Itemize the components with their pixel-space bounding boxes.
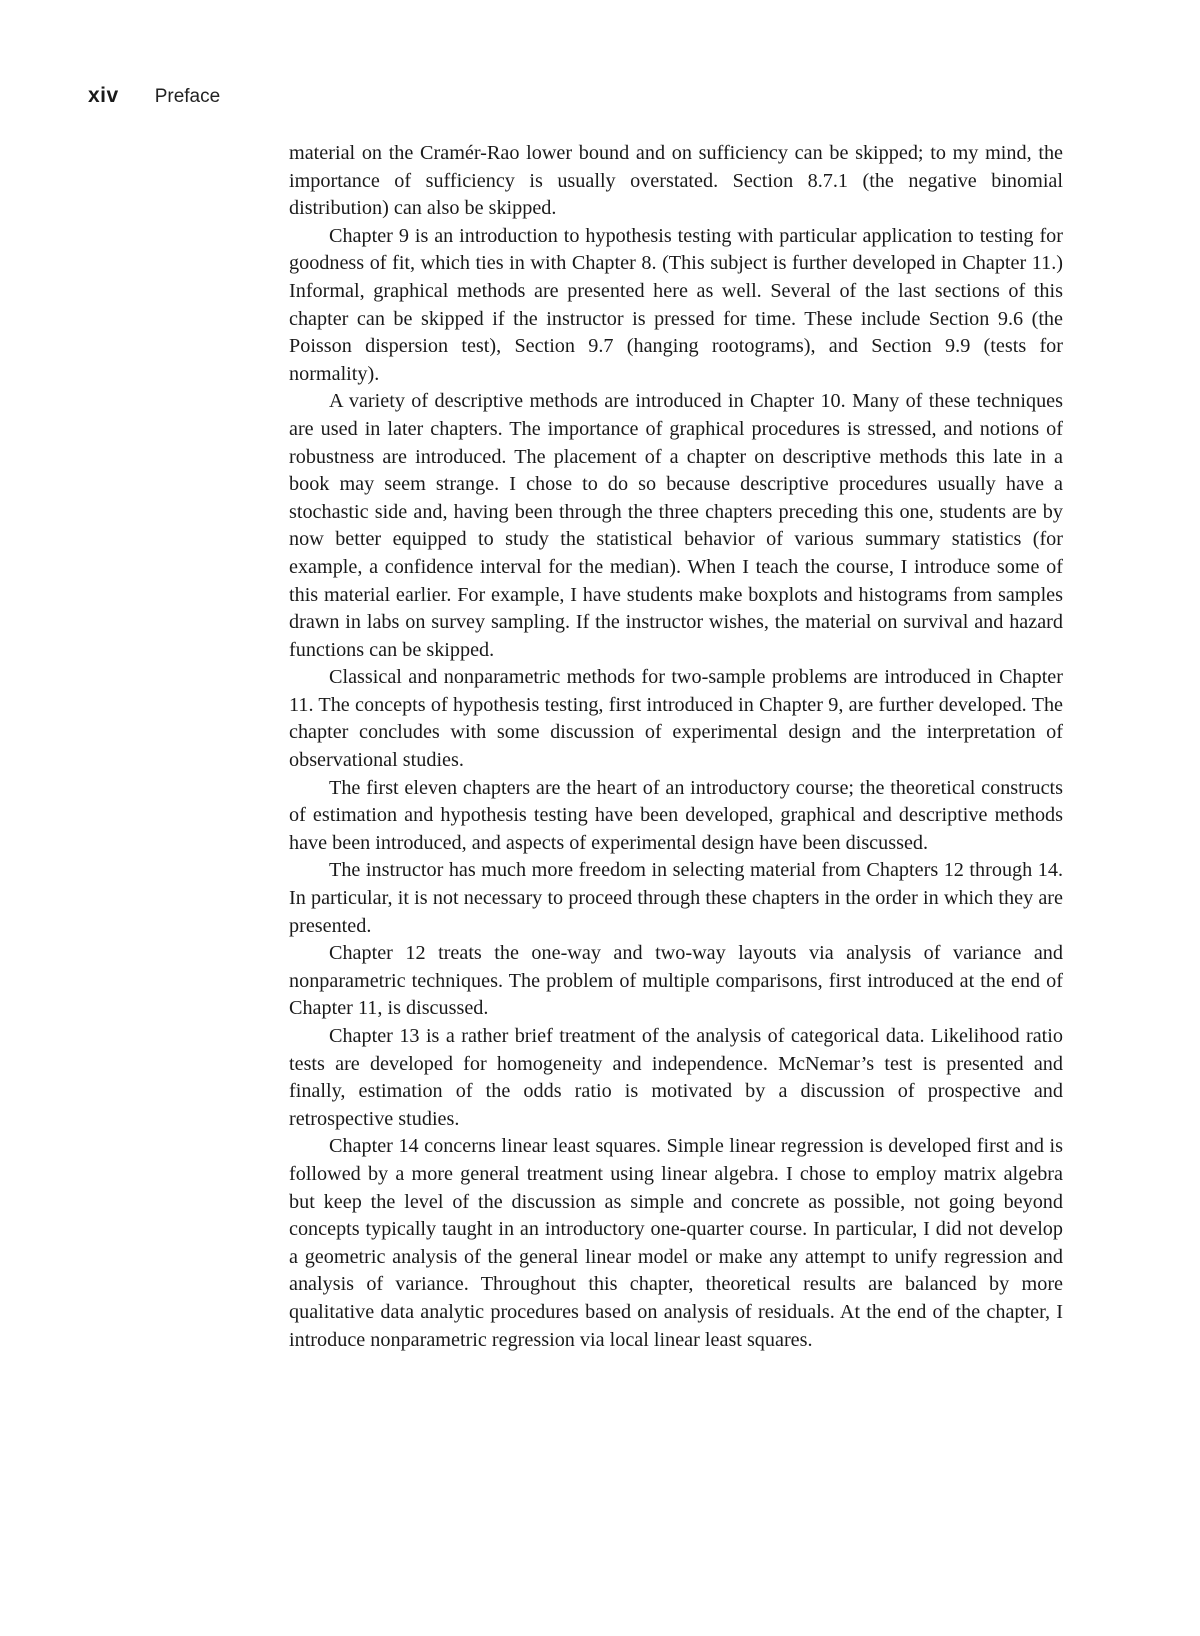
paragraph-instructor-freedom: The instructor has much more freedom in selecting material from Chapters 12 through 14. In particular, it is not necessary to proceed through these chapters in the order in which they are presented.	[289, 859, 1063, 937]
paragraph-chapter-10: A variety of descriptive methods are introduced in Chapter 10. Many of these techniques are used in later chapters. The importance of graphical procedures is stressed, and notions of robustness are introduced. The placement of a chapter on descriptive methods this late in a book may seem strange. I chose to do so because descriptive procedures usually have a stochastic side and, having been through the three chapters preceding this one, students are by now better equipped to study the statistical behavior of various summary statistics (for example, a confidence interval for the median). When I teach the course, I introduce some of this material earlier. For example, I have students make boxplots and histograms from samples drawn in labs on survey sampling. If the instructor wishes, the material on survival and hazard functions can be skipped.	[289, 390, 1063, 661]
running-title: Preface	[154, 86, 221, 107]
paragraph-continuation: material on the Cramér-Rao lower bound and on sufficiency can be skipped; to my mind, the importance of sufficiency is usually overstated. Section 8.7.1 (the negative binomial distribution) can also be skipped.	[289, 142, 1063, 220]
body-text	[289, 140, 1063, 1354]
paragraph-chapter-9: Chapter 9 is an introduction to hypothesis testing with particular application to testing for goodness of fit, which ties in with Chapter 8. (This subject is further developed in Chapter 11.) Informal, graphical methods are presented here as well. Several of the last sections of this chapter can be skipped if the instructor is pressed for time. These include Section 9.6 (the Poisson dispersion test), Section 9.7 (hanging rootograms), and Section 9.9 (tests for normality).	[289, 224, 1063, 385]
paragraph-chapter-14: Chapter 14 concerns linear least squares. Simple linear regression is developed first and is followed by a more general treatment using linear algebra. I chose to employ matrix algebra but keep the level of the discussion as simple and concrete as possible, not going beyond concepts typically taught in an introductory one-quarter course. In particular, I did not develop a geometric analysis of the general linear model or make any attempt to unify regression and analysis of variance. Throughout this chapter, theoretical results are balanced by more qualitative data analytic procedures based on analysis of residuals. At the end of the chapter, I introduce nonparametric regression via local linear least squares.	[289, 1135, 1063, 1351]
paragraph-first-eleven-chapters: The first eleven chapters are the heart of an introductory course; the theoretical constructs of estimation and hypothesis testing have been developed, graphical and descriptive methods have been introduced, and aspects of experimental design have been discussed.	[289, 776, 1063, 854]
paragraph-chapter-11: Classical and nonparametric methods for two-sample problems are introduced in Chapter 11. The concepts of hypothesis testing, first introduced in Chapter 9, are further developed. The chapter concludes with some discussion of experimental design and the interpretation of observational studies.	[289, 666, 1063, 772]
page-number: xiv	[88, 84, 119, 107]
running-head	[88, 84, 220, 114]
paragraph-chapter-12: Chapter 12 treats the one-way and two-way layouts via analysis of variance and nonparametric techniques. The problem of multiple comparisons, first introduced at the end of Chapter 11, is discussed.	[289, 942, 1063, 1020]
paragraph-chapter-13: Chapter 13 is a rather brief treatment of the analysis of categorical data. Likelihood ratio tests are developed for homogeneity and independence. McNemar’s test is presented and finally, estimation of the odds ratio is motivated by a discussion of prospective and retrospective studies.	[289, 1025, 1063, 1130]
